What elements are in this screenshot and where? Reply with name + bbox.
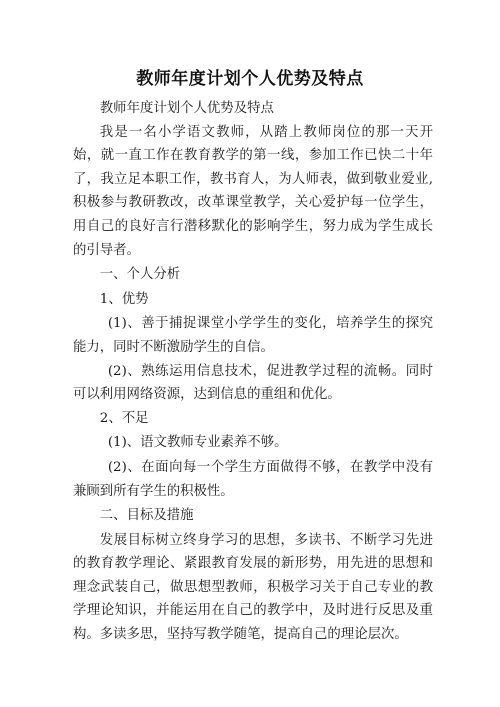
- paragraph-weakness-1: (1)、语文教师专业素养不够。: [107, 435, 288, 451]
- paragraph-strength-2: (2)、熟练运用信息技术，促进教学过程的流畅。同时可以利用网络资源，达到信息的重组和优化。: [73, 363, 433, 403]
- paragraph-intro: 我是一名小学语文教师，从踏上教师岗位的那一天开始，就一直工作在教育教学的第一线，参加工作已快二十年了，我立足本职工作，教书育人，为人师表，做到敬业爱业,积极参与教研教改，改革课堂教学，关心爱护每一位学生，用自己的良好言行潜移默化的影响学生，努力成为学生成长的引导者。: [73, 124, 433, 258]
- heading-personal-analysis: 一、个人分析: [99, 267, 181, 283]
- paragraph-subtitle: 教师年度计划个人优势及特点: [99, 101, 274, 116]
- heading-strengths: 1、优势: [99, 291, 149, 307]
- heading-weaknesses: 2、不足: [99, 410, 149, 426]
- document-title: 教师年度计划个人优势及特点: [136, 69, 364, 89]
- heading-goals-measures: 二、目标及措施: [99, 508, 194, 524]
- paragraph-strength-1: (1)、善于捕捉课堂小学学生的变化，培养学生的探究能力，同时不断激励学生的自信。: [73, 316, 433, 355]
- paragraph-weakness-2: (2)、在面向每一个学生方面做得不够，在教学中没有兼顾到所有学生的积极性。: [73, 459, 433, 499]
- paragraph-goals: 发展目标树立终身学习的思想，多读书、不断学习先进的教育教学理论、紧跟教育发展的新形势，用先进的思想和理念武装自己，做思想型教师，积极学习关于自己专业的教学理论知识，并能运用在自己的教学中，及时进行反思及重构。多读多思，坚持写教学随笔，提高自己的理论层次。: [73, 532, 433, 643]
- document-body: [73, 97, 433, 647]
